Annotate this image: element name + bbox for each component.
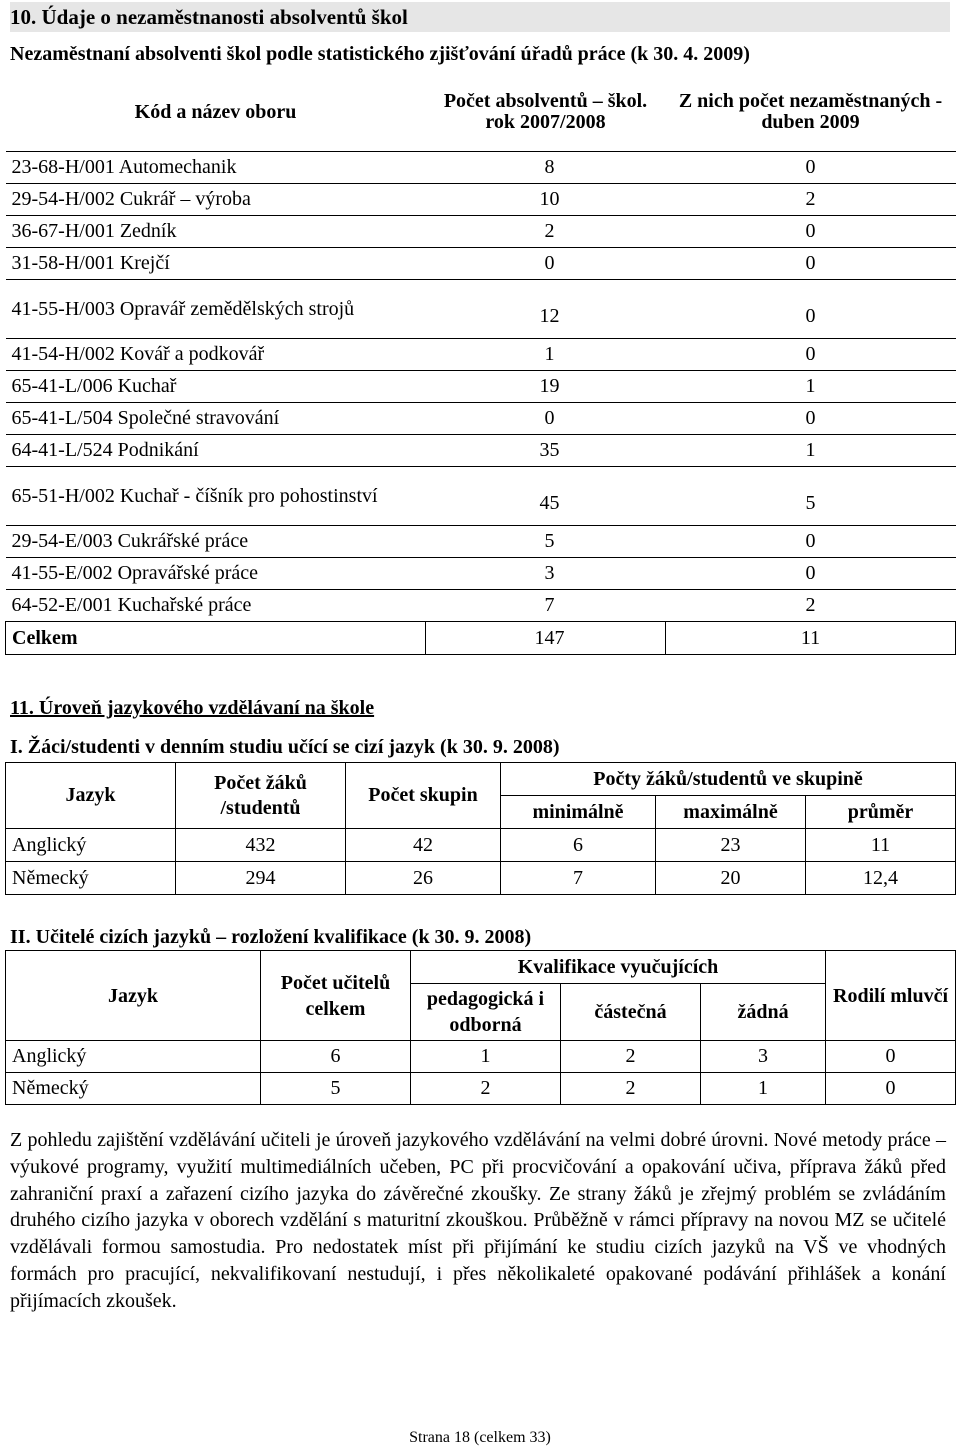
total-unemployed: 11 (666, 622, 956, 655)
unemployed-count: 0 (666, 339, 956, 371)
header-language: Jazyk (6, 763, 176, 829)
table-row (6, 558, 956, 590)
graduates-count: 8 (426, 152, 666, 184)
table-row (6, 435, 956, 467)
language-name: Anglický (6, 829, 176, 862)
header-teachers: Počet učitelů celkem (261, 951, 411, 1041)
graduates-count: 0 (426, 403, 666, 435)
language-name: Německý (6, 862, 176, 895)
table-row (6, 829, 956, 862)
graduates-count: 5 (426, 526, 666, 558)
native-speakers-count: 0 (826, 1073, 956, 1105)
students-count: 432 (176, 829, 346, 862)
header-groups: Počet skupin (346, 763, 501, 829)
graduates-count: 3 (426, 558, 666, 590)
graduates-count: 19 (426, 371, 666, 403)
total-row (6, 622, 956, 655)
graduates-count: 45 (426, 467, 666, 526)
full-qualification-count: 2 (411, 1073, 561, 1105)
field-name: 36-67-H/001 Zedník (6, 216, 426, 248)
header-partial: částečná (561, 984, 701, 1041)
graduates-count: 7 (426, 590, 666, 622)
graduates-count: 0 (426, 248, 666, 280)
total-label: Celkem (6, 622, 426, 655)
table-row (6, 184, 956, 216)
header-none: žádná (701, 984, 826, 1041)
field-name: 41-55-E/002 Opravářské práce (6, 558, 426, 590)
unemployed-count: 0 (666, 280, 956, 339)
field-name: 64-41-L/524 Podnikání (6, 435, 426, 467)
header-students: Počet žáků /studentů (176, 763, 346, 829)
groups-count: 42 (346, 829, 501, 862)
table-row (6, 216, 956, 248)
avg-count: 11 (806, 829, 956, 862)
students-count: 294 (176, 862, 346, 895)
avg-count: 12,4 (806, 862, 956, 895)
language-name: Anglický (6, 1041, 261, 1073)
table-row (6, 1073, 956, 1105)
no-qualification-count: 3 (701, 1041, 826, 1073)
table-row (6, 280, 956, 339)
field-name: 65-51-H/002 Kuchař - číšník pro pohostinství (6, 467, 426, 526)
table-row (6, 339, 956, 371)
no-qualification-count: 1 (701, 1073, 826, 1105)
field-name: 64-52-E/001 Kuchařské práce (6, 590, 426, 622)
table-row (6, 403, 956, 435)
summary-paragraph: Z pohledu zajištění vzdělávání učiteli je úroveň jazykového vzdělávání na velmi dobré úrovni. Nové metody práce – výukové programy, využití multimediálních učeben, PC při procvičování a opakování učiva, příprava žáků před zahraniční praxí a zařazení cizího jazyka do závěrečné zkoušky. Ze strany žáků je zřejmý problém se zvládáním druhého cizího jazyka v oborech vzdělání s maturitní zkouškou. Průběžně v rámci přípravy na novou MZ se učitelé vzdělávali formou samostudia. Pro nedostatek míst při přijímání ke studiu cizích jazyků na VŠ ve vhodných formách pro pracující, nekvalifikovaní nestudují, i přes několikaleté opakované podávání přihlášek a konání přijímacích zkoušek. (10, 1129, 946, 1312)
field-name: 23-68-H/001 Automechanik (6, 152, 426, 184)
teachers-count: 6 (261, 1041, 411, 1073)
language-students-table (5, 762, 956, 895)
graduates-count: 12 (426, 280, 666, 339)
header-field: Kód a název oboru (6, 73, 426, 152)
header-unemployed: Z nich počet nezaměstnaných - duben 2009 (666, 73, 956, 152)
table-header-row (6, 73, 956, 152)
unemployed-count: 0 (666, 558, 956, 590)
header-avg: průměr (806, 796, 956, 829)
min-count: 7 (501, 862, 656, 895)
page-footer: Strana 18 (celkem 33) (409, 1429, 551, 1446)
native-speakers-count: 0 (826, 1041, 956, 1073)
graduates-count: 1 (426, 339, 666, 371)
header-graduates: Počet absolventů – škol. rok 2007/2008 (426, 73, 666, 152)
table-row (6, 1041, 956, 1073)
table-row (6, 467, 956, 526)
header-language: Jazyk (6, 951, 261, 1041)
section-10-subtitle: Nezaměstnaní absolventi škol podle statistického zjišťování úřadů práce (k 30. 4. 2009) (10, 43, 750, 65)
header-max: maximálně (656, 796, 806, 829)
unemployed-count: 1 (666, 435, 956, 467)
max-count: 20 (656, 862, 806, 895)
unemployment-table (5, 73, 956, 655)
header-min: minimálně (501, 796, 656, 829)
field-name: 31-58-H/001 Krejčí (6, 248, 426, 280)
groups-count: 26 (346, 862, 501, 895)
part-i-title: I. Žáci/studenti v denním studiu učící se cizí jazyk (k 30. 9. 2008) (10, 736, 560, 758)
max-count: 23 (656, 829, 806, 862)
section-10-heading: 10. Údaje o nezaměstnanosti absolventů škol (10, 2, 950, 32)
language-teachers-table (5, 950, 956, 1105)
table-row (6, 152, 956, 184)
header-native: Rodilí mluvčí (826, 951, 956, 1041)
partial-qualification-count: 2 (561, 1073, 701, 1105)
table-row (6, 590, 956, 622)
unemployed-count: 2 (666, 590, 956, 622)
part-ii-title: II. Učitelé cizích jazyků – rozložení kvalifikace (k 30. 9. 2008) (10, 926, 532, 948)
unemployed-count: 0 (666, 248, 956, 280)
header-per-group: Počty žáků/studentů ve skupině (501, 763, 956, 796)
table-header-row (6, 951, 956, 984)
section-11-heading: 11. Úroveň jazykového vzdělávaní na škole (10, 697, 375, 719)
unemployed-count: 5 (666, 467, 956, 526)
table-row (6, 526, 956, 558)
field-name: 41-54-H/002 Kovář a podkovář (6, 339, 426, 371)
graduates-count: 10 (426, 184, 666, 216)
table-header-row (6, 763, 956, 796)
field-name: 65-41-L/006 Kuchař (6, 371, 426, 403)
header-full: pedagogická i odborná (411, 984, 561, 1041)
graduates-count: 35 (426, 435, 666, 467)
unemployed-count: 0 (666, 526, 956, 558)
unemployed-count: 0 (666, 152, 956, 184)
unemployed-count: 0 (666, 216, 956, 248)
graduates-count: 2 (426, 216, 666, 248)
language-name: Německý (6, 1073, 261, 1105)
partial-qualification-count: 2 (561, 1041, 701, 1073)
min-count: 6 (501, 829, 656, 862)
unemployed-count: 1 (666, 371, 956, 403)
total-graduates: 147 (426, 622, 666, 655)
table-row (6, 862, 956, 895)
teachers-count: 5 (261, 1073, 411, 1105)
full-qualification-count: 1 (411, 1041, 561, 1073)
header-qualification: Kvalifikace vyučujících (411, 951, 826, 984)
table-row (6, 371, 956, 403)
table-row (6, 248, 956, 280)
field-name: 41-55-H/003 Opravář zemědělských strojů (6, 280, 426, 339)
field-name: 29-54-E/003 Cukrářské práce (6, 526, 426, 558)
field-name: 29-54-H/002 Cukrář – výroba (6, 184, 426, 216)
unemployed-count: 0 (666, 403, 956, 435)
unemployed-count: 2 (666, 184, 956, 216)
field-name: 65-41-L/504 Společné stravování (6, 403, 426, 435)
